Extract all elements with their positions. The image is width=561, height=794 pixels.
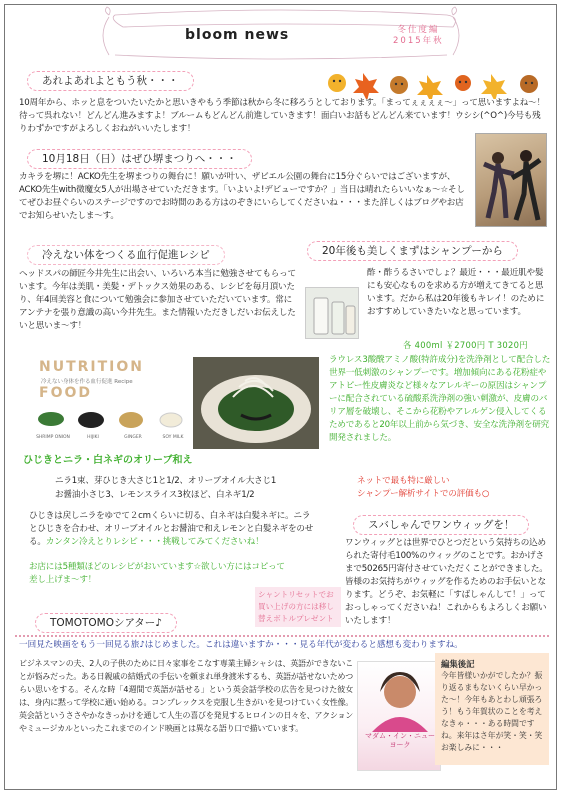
editor-note-heading: 編集後記 (441, 659, 475, 669)
book-subtitle: 冷えない身体を作る血行促進 Recipe (41, 379, 133, 385)
poster-title: マダム・イン・ニューヨーク (365, 732, 435, 749)
theatre-heading: TOMOTOMOシアター♪ (35, 613, 177, 633)
recipe-method (29, 510, 317, 549)
editor-note-box (435, 653, 549, 765)
newsletter-title: bloom news (185, 27, 290, 43)
dancers-silhouette (476, 134, 548, 228)
recipe-intro: ヘッドスパの師匠今井先生に出会い、いろいろ本当に勉強させてもらっています。今年は美肌・美髪・デトックス効果のある、レシピを毎月頂いたり、年4回美容と食について勉強会に参加させていただいています。常にアンテナを張り意識の高い今井先生。また情報いただきしだいお伝えしたいと思いま～す！ (19, 269, 296, 331)
shop-recipe-note: お店には5種類ほどのレシピがおいています☆欲しい方にはコピって差し上げま～す！ (29, 562, 285, 585)
festival-heading: 10月18日（日）はぜひ堺まつりへ・・・ (27, 149, 252, 169)
autumn-heading: あれよあれよともう秋・・・ (27, 71, 194, 91)
bottle-present-note: シャントリセットでお買い上げの方には移し替えボトルプレゼント (255, 587, 341, 627)
ingredients-illustration (33, 409, 193, 431)
theatre-divider (15, 635, 549, 637)
recipe-book-image (27, 357, 317, 447)
recipe-ingredient-line-1: ニラ1束、芽ひじき大さじ1と1/2、オリーブオイル大さじ1 (55, 476, 277, 486)
ingredient-label: GINGER (124, 435, 142, 440)
shampoo-intro: 酢・酢うるさいでしょ？最近・・・最近肌や髪にも安心なものを求める方が増えてきてると思います。だから私は20年後もキレイ！のためにおすすめしていきたいなと思っています。 (367, 268, 545, 317)
movie-poster (357, 661, 441, 771)
ingredient-label: HIJIKI (87, 435, 99, 440)
issue-label (393, 25, 444, 47)
theatre-lead: 一回見た映画をもう一回見る旅♪はじめました。これは違いますか・・・見る年代が変わると感想も変わりますね。 (19, 640, 463, 650)
issue-line-2: 2015年秋 (393, 36, 444, 46)
issue-line-1: 冬仕度編 (397, 25, 440, 35)
recipe-method-highlight: カンタン冷えとりレシピ・・・挑戦してみてくださいね！ (45, 537, 264, 547)
autumn-leaves-illustration (323, 65, 555, 99)
theatre-body: ビジネスマンの夫、2人の子供のために日々家事をこなす専業主婦シャシは、英語ができないことが悩みだった。ある日親戚の結婚式の手伝いを頼まれ単身渡米するも、英語が話せないためつらい思いをする。そんな時「4週間で英語が話せる」という英会話学校の広告を見つけた彼女は、身内に黙って学校に通い始める。コンプレックスを克服し生きがいを見つけていく女性像。英会話というささやかなきっかけを通して人生の喜びを発見するヒロインの日々を、アクションやミュージカルといったこれまでのインド映画とは異なる語り口で描いています。 (19, 659, 353, 733)
review-note-line-2: シャンプー解析サイトでの評価も○ (357, 489, 490, 499)
newsletter-page (4, 4, 557, 790)
recipe-method-text: ひじきは戻しニラをゆでて２cmくらいに切る、白ネギは白髪ネギに。ニラとひじきを合わせ、オリーブオイルとお醤油で和えレモンと白髪ネギをのせる。 (29, 511, 314, 547)
ingredient-label: SHRIMP ONION (36, 435, 70, 440)
shampoo-bottles (306, 288, 360, 340)
dish-name: ひじきとニラ・白ネギのオリーブ和え (23, 455, 193, 466)
poster-portrait (358, 662, 441, 732)
ingredient-label: SOY MILK (162, 435, 184, 440)
wig-body: ワンウィッグとは世界でひとつだという気持ちの込められた寄付毛100%のウィッグのことです。おかげさまで50265円寄付させていただくことができました。皆様のお気持ちがウィッグを作るためのお手伝いとなります。どうぞ、お気軽に「すばしゃんして！」っておっしゃってくださいね！これからもよろしくお願いいたします！ (345, 538, 548, 626)
wig-heading: スバしゃんでワンウィッグを！ (353, 515, 529, 535)
shampoo-heading: 20年後も美しくまずはシャンプーから (307, 241, 518, 261)
shampoo-product-photo (305, 287, 359, 339)
book-title-food: FOOD (39, 385, 92, 401)
editor-note-body: 今年皆様いかがでしたか？振り返るまもないくらい早かった～！今年もあとわし頑張ろう！もう年賀状のことを考えなきゃ・・・ある時間ですね。来年はさ年が笑・笑・笑お楽しみに・・・ (441, 671, 543, 752)
ingredients-row (33, 409, 193, 439)
dance-photo (475, 133, 547, 227)
recipe-heading: 冷えない体をつくる血行促進レシピ (27, 245, 225, 265)
festival-body: カキラを堺に！ACKO先生を堺まつりの舞台に！願いが叶い、ザビエル公園の舞台に15分ぐらいではございますが、ACKO先生with微魔女5人が出場させていただきます。「いよいよ!デビューですか？」当日は晴れたらいいなぁ～☆そしてぜひお昼ぐらいのステージですのでお時間のある方はのぞきにいらしてくださいね・・・また詳しくはブログやお店でお知らせいたしま～す。 (19, 172, 465, 221)
shampoo-description: ラウレス3酸醗アミノ酸(特許成分)を洗浄剤として配合した世界一低刺激のシャンプーです。増加傾向にある花粉症やアトピー性皮膚炎など様々なアレルギーの原因はシャンプーに配合されている硫酸系洗浄剤の強い刺激が、皮膚のバリア層を破壊し、そこから花粉やアレルゲン侵入してくるためであると20年以上前から気づき、安全な洗浄剤を研究開発されました。 (329, 355, 551, 443)
recipe-ingredient-line-2: お醤油小さじ3、レモンスライス3枚ほど、白ネギ1/2 (55, 490, 255, 500)
shampoo-price: 各 400ml ￥2700円 T 3020円 (403, 340, 528, 350)
autumn-body: 10周年から、ホッと息をついたいたかと思いきやもう季節は秋から冬に移ろうとしております。「まってぇぇぇぇ～」って思いますよね～！待って呉れない！どんどん進みますよ！ブルームもどんどん前進していきます！面白いお話もどんどん来ています！ウシシ(^O^)今号も残りわずかですがよろしくおねがいいたします！ (19, 98, 545, 134)
shampoo-review-note (357, 475, 489, 501)
book-title-nutrition: NUTRITION (39, 359, 145, 375)
review-note-line-1: ネットで最も特に厳しい (357, 476, 450, 486)
dish-photo (193, 357, 319, 449)
